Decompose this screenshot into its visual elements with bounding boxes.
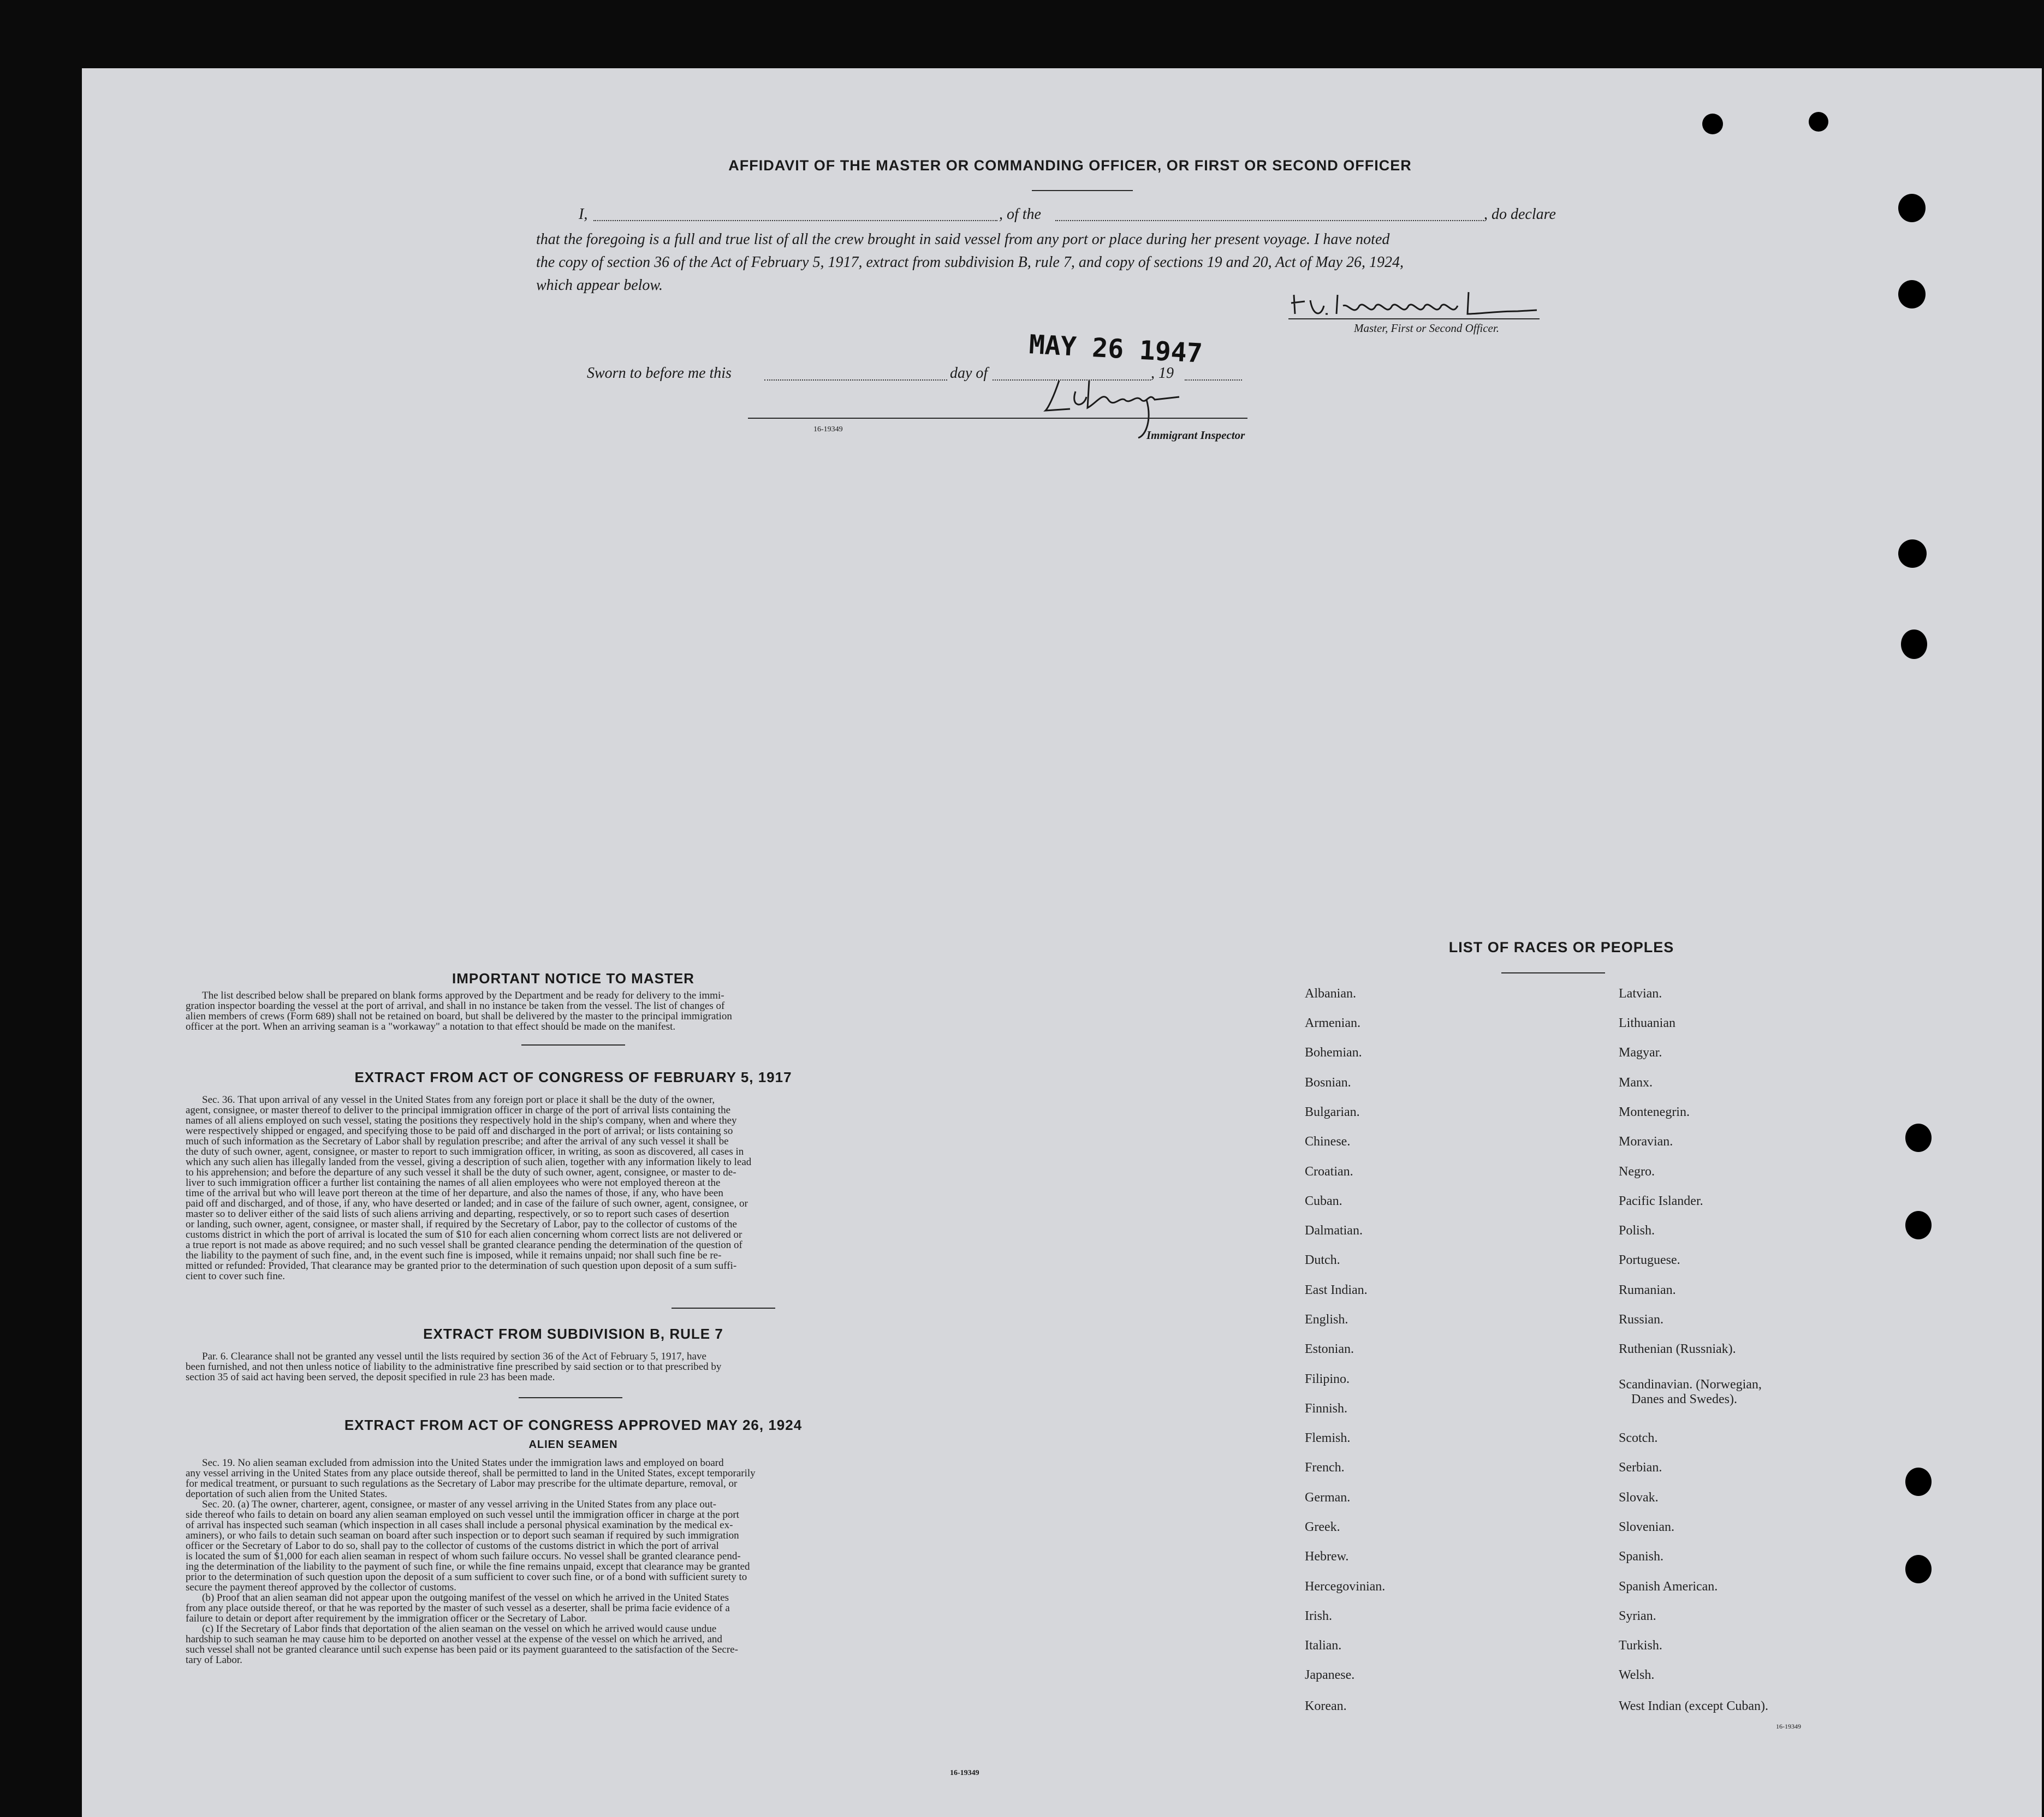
act1924-line: hardship to such seaman he may cause him to be deported on another vessel at the expense of the vessel on which he arrived, and [186,1634,722,1645]
punch-hole [1809,112,1828,132]
races-title: LIST OF RACES OR PEOPLES [1448,939,1674,955]
race-item: Serbian. [1619,1460,1662,1475]
race-item: Cuban. [1305,1194,1342,1208]
punch-hole [1905,1211,1932,1239]
race-item: Italian. [1305,1638,1342,1653]
race-item: Slovak. [1619,1491,1659,1505]
race-item: Armenian. [1305,1016,1360,1030]
race-item: English. [1305,1313,1348,1327]
race-item: Slovenian. [1619,1520,1674,1534]
form-number: 16-19349 [813,425,843,434]
race-item: Russian. [1619,1313,1664,1327]
act1917-line: or landing, such owner, agent, consignee, or master shall, if required by the Secretary of Labor, pay to the collector of customs of the [186,1219,737,1230]
race-item: Polish. [1619,1224,1655,1238]
race-item: Dalmatian. [1305,1224,1363,1238]
race-item: Portuguese. [1619,1253,1680,1267]
form-number: 16-19349 [950,1769,979,1777]
race-item: Latvian. [1619,987,1662,1001]
vessel-field-line [1055,220,1484,221]
act1924-line: prior to the determination of such question upon the deposit of a sum sufficient to cover such fine, or of a bond with sufficient surety to [186,1571,747,1583]
inspector-signature-line [748,418,1247,419]
notice-text [186,990,983,1032]
act1924-text [186,1458,983,1665]
race-item: Scandinavian. (Norwegian, [1619,1377,1762,1392]
section-divider [519,1397,622,1398]
race-item: Danes and Swedes). [1631,1392,1737,1406]
act1917-line: mitted or refunded: Provided, That clearance may be granted prior to the determination of such question upon deposit of a sum suffi- [186,1260,737,1272]
act1924-line: Sec. 20. (a) The owner, charterer, agent, consignee, or master of any vessel arriving in the United States from any place out- [202,1499,716,1510]
punch-hole [1898,539,1927,568]
race-item: Hercegovinian. [1305,1580,1386,1594]
race-item: Syrian. [1619,1609,1656,1623]
race-item: Chinese. [1305,1135,1351,1149]
affidavit-title: AFFIDAVIT OF THE MASTER OR COMMANDING OFFICER, OR FIRST OR SECOND OFFICER [728,157,1412,174]
act1924-line: ing the determination of the liability to the payment of such fine, or while the fine remains unpaid, except that clearance may be granted [186,1561,750,1572]
act1924-line: aminers), or who fails to detain such seaman on board after such inspection or to deport such seaman if required by such immigration [186,1530,739,1541]
act1924-line: deportation of such alien from the United States. [186,1488,388,1500]
race-item: Negro. [1619,1165,1655,1179]
race-item: Japanese. [1305,1668,1355,1682]
act1917-line: cient to cover such fine. [186,1270,286,1282]
race-item: Magyar. [1619,1046,1662,1060]
race-item: Irish. [1305,1609,1332,1623]
section-divider [521,1044,625,1046]
act1917-line: much of such information as the Secretary of Labor shall by regulation prescribe; and after the arrival of any such vessel it shall be [186,1136,729,1147]
act1924-line: of arrival has inspected such seaman (which inspection in all cases shall include a personal physical examination by the medical ex- [186,1519,733,1531]
act1924-line: (c) If the Secretary of Labor finds that deportation of the alien seaman on the vessel on which he arrived would cause undue [202,1623,717,1635]
race-item: Welsh. [1619,1668,1655,1682]
act1917-line: the liability to the payment of such fine, and, in the event such fine is imposed, while it remains unpaid; nor shall such fine be re- [186,1250,722,1261]
race-item: West Indian (except Cuban). [1619,1699,1768,1713]
act1924-line: from any place outside thereof, or that he was reported by the master of such vessel as a deserter, shall be prima facie evidence of a [186,1602,730,1614]
name-field-line [593,220,997,221]
race-item: Albanian. [1305,987,1356,1001]
races-divider [1501,972,1605,973]
act1917-line: paid off and discharged, and of those, if any, who have deserted or landed; and in case of the failure of such owner, agent, consignee, or [186,1198,748,1209]
act1917-line: master so to deliver either of the said lists of such aliens arriving and departing, respectively, or so to report such cases of desertion [186,1208,729,1220]
inspector-caption: Immigrant Inspector [1146,429,1245,442]
act1917-line: time of the arrival but who will leave port thereon at the time of her departure, and also the names of those, if any, who have been [186,1187,723,1199]
punch-hole [1905,1124,1932,1152]
notice-line: The list described below shall be prepared on blank forms approved by the Department and be ready for delivery to the immi- [202,990,724,1001]
act1917-line: liver to such immigration officer a further list containing the names of all alien employees who were not employed thereon at the [186,1177,721,1189]
race-item: Filipino. [1305,1372,1350,1386]
race-item: Bosnian. [1305,1076,1351,1090]
document-page [82,68,2042,1817]
race-item: Croatian. [1305,1165,1353,1179]
act1917-text [186,1095,983,1281]
title-divider [1032,190,1133,191]
race-item: Flemish. [1305,1431,1351,1445]
race-item: Greek. [1305,1520,1340,1534]
ruleb7-line: section 35 of said act having been served, the deposit specified in rule 23 has been made. [186,1371,555,1383]
affidavit-body-line: the copy of section 36 of the Act of February 5, 1917, extract from subdivision B, rule 7, and copy of sections 19 and 20, Act of May 26, 1924, [536,254,1404,271]
act1917-line: agent, consignee, or master thereof to deliver to the principal immigration officer in charge of the port of arrival lists containing the [186,1105,731,1116]
punch-hole [1905,1555,1932,1583]
act1924-line: side thereof who fails to detain on board any alien seaman employed on such vessel until the immigration officer in charge at the port [186,1509,739,1521]
act1917-line: to his apprehension; and before the departure of any such vessel it shall be the duty of such owner, agent, consignee, or master to de- [186,1167,736,1178]
master-signature [1288,284,1540,328]
race-item: Estonian. [1305,1342,1354,1356]
punch-hole [1905,1468,1932,1496]
sworn-label: Sworn to before me this [587,365,732,382]
race-item: Lithuanian [1619,1016,1675,1030]
act1924-line: such vessel shall not be granted clearance until such expense has been paid or its payment guaranteed to the satisfaction of the Secre- [186,1644,738,1655]
act1924-line: secure the payment thereof approved by the collector of customs. [186,1582,456,1593]
act1917-line: which any such alien has illegally landed from the vessel, giving a description of such alien, together with any information likely to lead [186,1156,752,1168]
act1924-title: EXTRACT FROM ACT OF CONGRESS APPROVED MAY 26, 1924 [344,1417,803,1433]
punch-hole [1898,194,1926,222]
act1924-line: tary of Labor. [186,1654,242,1666]
act1917-line: a true report is not made as above required; and no such vessel shall be granted clearance pending the determination of the question of [186,1239,742,1251]
of-the-label: , of the [999,206,1041,223]
master-signature-line [1288,318,1540,319]
day-of-label: day of [950,365,988,382]
act1917-line: were respectively shipped or engaged, and specifying those to be paid off and discharged in the port of arrival; or lists containing so [186,1125,733,1137]
act1917-line: the duty of such owner, agent, consignee, or master to report to such immigration officer, in writing, as soon as discovered, all cases in [186,1146,744,1157]
section-divider [672,1308,775,1309]
act1924-line: Sec. 19. No alien seaman excluded from admission into the United States under the immigration laws and employed on board [202,1457,724,1469]
act1924-line: (b) Proof that an alien seaman did not appear upon the outgoing manifest of the vessel on which he arrived in the United States [202,1592,729,1604]
act1917-line: names of all aliens employed on such vessel, stating the positions they respectively hold in the ship's company, when and where they [186,1115,737,1126]
act1924-line: for medical treatment, or pursuant to such regulations as the Secretary of Labor may prescribe for the ultimate departure, removal, or [186,1478,738,1489]
date-stamp: MAY 26 1947 [1028,329,1203,369]
act1924-line: any vessel arriving in the United States from any place outside thereof, shall be permitted to land in the United States, except temporarily [186,1468,756,1479]
notice-line: gration inspector boarding the vessel at the port of arrival, and shall in no instance be taken from the vessel. The list of changes of [186,1000,725,1012]
act1917-line: Sec. 36. That upon arrival of any vessel in the United States from any foreign port or place it shall be the duty of the owner, [202,1094,715,1106]
race-item: Finnish. [1305,1402,1348,1416]
race-item: Moravian. [1619,1135,1673,1149]
form-number: 16-19349 [1776,1723,1801,1730]
race-item: Spanish American. [1619,1580,1718,1594]
notice-line: officer at the port. When an arriving seaman is a "workaway" a notation to that effect should be made on the manifest. [186,1021,676,1032]
ruleb7-line: been furnished, and not then unless notice of liability to the administrative fine prescribed by said section or to that prescribed by [186,1361,722,1373]
ruleb7-text [186,1351,983,1382]
notice-line: alien members of crews (Form 689) shall not be retained on board, but shall be delivered by the master to the principal immigration [186,1011,732,1022]
act1917-title: EXTRACT FROM ACT OF CONGRESS OF FEBRUARY 5, 1917 [354,1069,792,1085]
race-item: Scotch. [1619,1431,1658,1445]
race-item: Bulgarian. [1305,1105,1360,1119]
punch-hole [1702,114,1723,134]
race-item: Korean. [1305,1699,1347,1713]
act1924-subtitle: ALIEN SEAMEN [528,1439,618,1451]
race-item: Ruthenian (Russniak). [1619,1342,1736,1356]
race-item: Bohemian. [1305,1046,1362,1060]
race-item: Montenegrin. [1619,1105,1690,1119]
race-item: Manx. [1619,1076,1653,1090]
notice-title: IMPORTANT NOTICE TO MASTER [452,970,694,987]
affidavit-body-line: that the foregoing is a full and true list of all the crew brought in said vessel from any port or place during her present voyage. I have noted [536,231,1390,248]
race-item: French. [1305,1460,1345,1475]
race-item: Dutch. [1305,1253,1340,1267]
year-prefix: , 19 [1151,365,1174,382]
punch-hole [1901,630,1927,659]
race-item: Rumanian. [1619,1283,1676,1297]
i-label: I, [579,206,588,223]
declare-label: , do declare [1484,206,1556,223]
punch-hole [1898,280,1926,308]
race-item: Spanish. [1619,1549,1664,1564]
ruleb7-line: Par. 6. Clearance shall not be granted any vessel until the lists required by section 36 of the Act of February 5, 1917, have [202,1351,706,1362]
race-item: East Indian. [1305,1283,1368,1297]
race-item: Pacific Islander. [1619,1194,1703,1208]
act1924-line: is located the sum of $1,000 for each alien seaman in respect of whom such failure occurs. No vessel shall be granted clearance pend- [186,1551,741,1562]
sworn-day-line [764,379,947,381]
master-caption: Master, First or Second Officer. [1354,322,1499,335]
race-item: German. [1305,1491,1351,1505]
act1924-line: failure to detain or deport after requirement by the immigration officer or the Secretary of Labor. [186,1613,587,1624]
ruleb7-title: EXTRACT FROM SUBDIVISION B, RULE 7 [423,1326,723,1342]
race-item: Hebrew. [1305,1549,1349,1564]
act1924-line: officer or the Secretary of Labor to do so, shall pay to the collector of customs of the customs district in which the port of arrival [186,1540,719,1552]
race-item: Turkish. [1619,1638,1662,1653]
act1917-line: customs district in which the port of arrival is located the sum of $10 for each alien concerning whom correct lists are not delivered or [186,1229,742,1240]
affidavit-body-line: which appear below. [536,277,663,294]
